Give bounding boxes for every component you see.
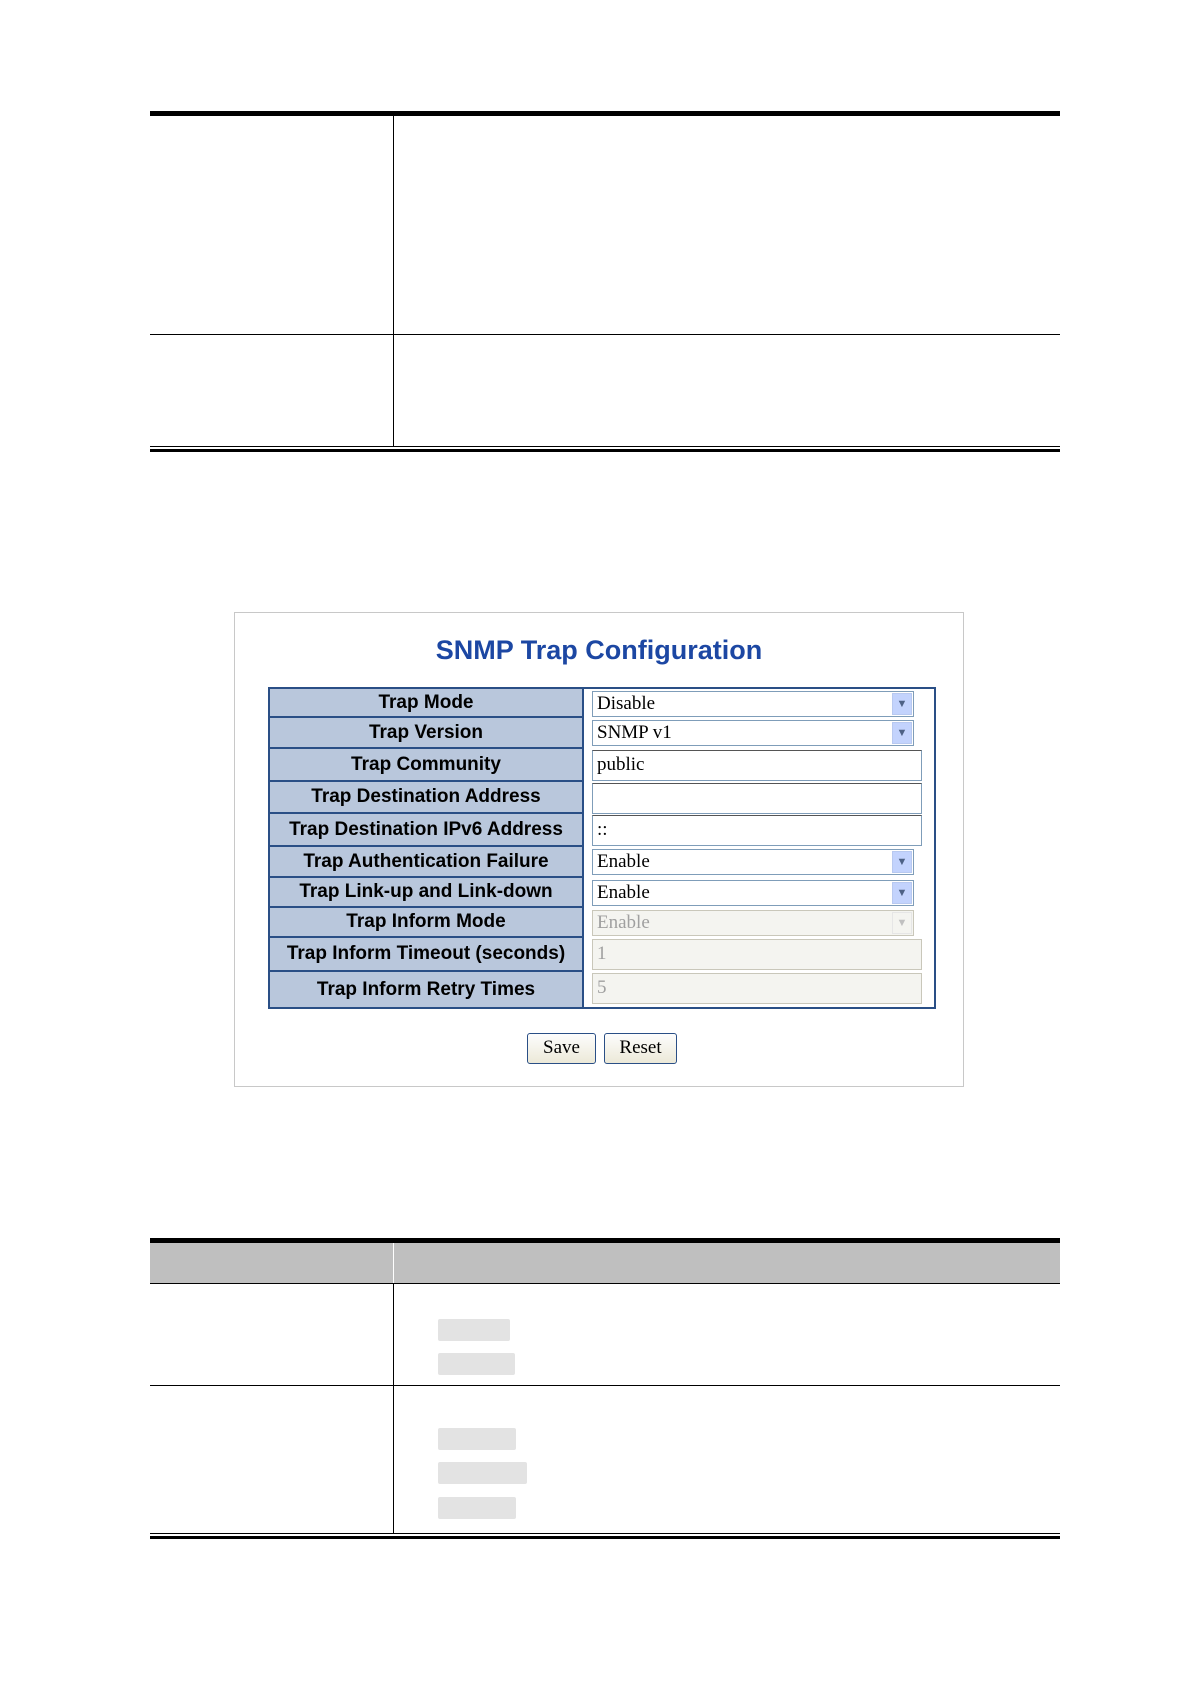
trap-community-input[interactable]: public: [592, 750, 922, 781]
row-label: Trap Community: [270, 749, 582, 782]
top-table-column-divider: [393, 113, 394, 447]
trap-inform-timeout-input: 1: [592, 939, 922, 970]
bottom-description-table: [150, 1238, 1060, 1536]
trap-inform-retry-input: 5: [592, 973, 922, 1004]
chevron-down-icon[interactable]: ▼: [892, 693, 912, 715]
trap-link-up-down-select[interactable]: [592, 880, 914, 906]
select-value: Enable: [597, 851, 650, 872]
redacted-value: [438, 1319, 510, 1341]
trap-destination-ipv6-input[interactable]: ::: [592, 815, 922, 846]
top-table-bottom-rule: [150, 449, 1060, 452]
top-table-row-divider: [150, 334, 1060, 335]
select-value: Enable: [597, 882, 650, 903]
bottom-table-column-divider: [393, 1283, 394, 1533]
select-value: SNMP v1: [597, 722, 672, 743]
row-divider: [150, 1385, 1060, 1386]
redacted-value: [438, 1428, 516, 1450]
select-value: Enable: [597, 912, 650, 933]
row-trap-mode: [270, 689, 934, 718]
row-label: Trap Inform Timeout (seconds): [270, 938, 582, 972]
panel-title: SNMP Trap Configuration: [435, 635, 763, 665]
header-column-divider: [393, 1243, 394, 1283]
trap-version-select[interactable]: [592, 720, 914, 746]
row-trap-destination-address: [270, 782, 934, 814]
chevron-down-icon[interactable]: ▼: [892, 722, 912, 744]
redacted-value: [438, 1497, 516, 1519]
bottom-table-header: [150, 1243, 1060, 1283]
top-description-table: [150, 113, 1060, 447]
row-trap-community: [270, 749, 934, 782]
reset-button[interactable]: Reset: [604, 1033, 677, 1064]
redacted-value: [438, 1462, 527, 1484]
row-label: Trap Inform Mode: [270, 908, 582, 938]
chevron-down-icon: ▼: [892, 912, 912, 934]
redacted-value: [438, 1353, 515, 1375]
trap-authentication-failure-select[interactable]: [592, 849, 914, 875]
row-trap-inform-retry: [270, 972, 934, 1007]
header-bottom-rule: [150, 1283, 1060, 1284]
chevron-down-icon[interactable]: ▼: [892, 851, 912, 873]
row-trap-authentication-failure: [270, 847, 934, 878]
snmp-trap-config-panel: [234, 612, 964, 1087]
row-label: Trap Link-up and Link-down: [270, 878, 582, 908]
row-label: Trap Authentication Failure: [270, 847, 582, 878]
trap-mode-select[interactable]: [592, 691, 914, 717]
row-label: Trap Mode: [270, 689, 582, 718]
trap-destination-address-input[interactable]: [592, 783, 922, 814]
row-trap-inform-mode: [270, 908, 934, 938]
row-label: Trap Inform Retry Times: [270, 972, 582, 1007]
row-trap-destination-ipv6: [270, 814, 934, 847]
row-trap-link-up-down: [270, 878, 934, 908]
row-label: Trap Destination IPv6 Address: [270, 814, 582, 847]
trap-inform-mode-select: [592, 910, 914, 936]
top-table-bottom-rule-thin: [150, 446, 1060, 447]
bottom-rule: [150, 1536, 1060, 1539]
row-label: Trap Version: [270, 718, 582, 749]
save-button[interactable]: Save: [527, 1033, 596, 1064]
trap-config-grid: [268, 687, 936, 1009]
row-trap-inform-timeout: [270, 938, 934, 972]
chevron-down-icon[interactable]: ▼: [892, 882, 912, 904]
bottom-rule-thin: [150, 1533, 1060, 1534]
row-trap-version: [270, 718, 934, 749]
row-label: Trap Destination Address: [270, 782, 582, 814]
select-value: Disable: [597, 693, 656, 714]
